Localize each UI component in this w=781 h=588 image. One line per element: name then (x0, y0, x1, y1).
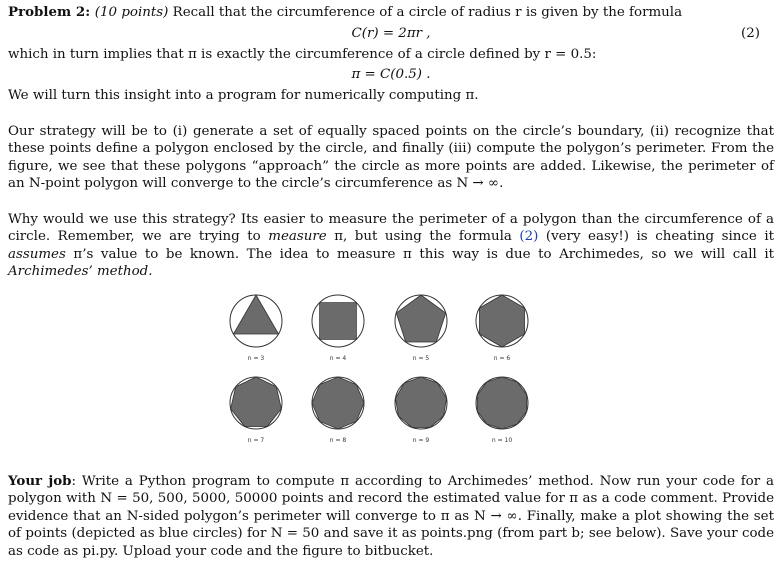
polygon-n3 (228, 293, 284, 349)
problem-title: Problem 2 (8, 4, 86, 20)
inscribed-polygon (312, 377, 364, 429)
polygon-label: n = 9 (412, 436, 430, 444)
polygon-n7 (228, 375, 284, 431)
why-paragraph: Why would we use this strategy? Its easier to measure the perimeter of a polygon than the circumference of a circle. Remember, we are trying to measure π, but using the formula (2) (very easy!) is cheating since it assumes π’s value to be known. The idea to measure π this way is due to Archimedes, so we will call it Archimedes’ method. (8, 211, 774, 279)
polygon-label: n = 4 (329, 354, 347, 362)
job-heading: Your job (8, 472, 72, 489)
problem-points: (10 points) (94, 5, 169, 20)
polygon-n9 (393, 375, 449, 431)
equation-1-number: (2) (741, 25, 760, 41)
polygon-label: n = 7 (247, 436, 265, 444)
document-page (8, 4, 774, 560)
inscribed-polygon (320, 302, 357, 339)
polygon-figure (8, 291, 774, 461)
polygon-n5 (393, 293, 449, 349)
polygon-n10 (474, 375, 530, 431)
problem-intro-text: Recall that the circumference of a circle of radius r is given by the formula (172, 5, 683, 20)
polygon-label: n = 3 (247, 354, 265, 362)
polygon-label: n = 6 (493, 354, 511, 362)
polygon-n8 (310, 375, 366, 431)
implication-line: which in turn implies that π is exactly the circumference of a circle defined by r = 0.5: (8, 46, 597, 62)
polygon-label: n = 5 (412, 354, 430, 362)
insight-line: We will turn this insight into a program for numerically computing π. (8, 88, 479, 103)
strategy-paragraph: Our strategy will be to (i) generate a set of equally spaced points on the circle’s boundary, (ii) recognize that these points define a polygon enclosed by the circle, and finally (iii) compute the polygon’s perimeter. From the figure, we see that these polygons “approach” the circle as more points are added. Likewise, the perimeter of an N-point polygon will converge to the circle’s circumference as N → ∞. (8, 123, 774, 191)
polygon-n6 (474, 293, 530, 349)
problem-intro: Problem 2: (10 points) Recall that the circumference of a circle of radius r is given by the formula (8, 4, 683, 20)
job-paragraph (8, 473, 774, 561)
polygon-label: n = 8 (329, 436, 347, 444)
equation-1 (8, 22, 774, 46)
inscribed-polygon (477, 377, 526, 429)
polygon-n4 (310, 293, 366, 349)
equation-1-text: C(r) = 2πr , (351, 25, 431, 41)
polygon-label: n = 10 (491, 436, 513, 444)
equation-2-text: π = C(0.5) . (351, 67, 431, 82)
inscribed-polygon (395, 377, 446, 427)
equation-2 (8, 63, 774, 87)
equation-ref-link[interactable]: (2) (519, 229, 539, 244)
job-text: : Write a Python program to compute π according to Archimedes’ method. Now run your code for a polygon with N = 50, 500, 5000, 50000 points and record the estimated value for π as a code comment. Provide evidence that an N-sided polygon’s perimeter will converge to π as N → ∞. Finally, make a plot showing the set of points (depicted as blue circles) for N = 50 and save it as points.png (from part b; see below). Save your code as code as pi.py. Upload your code and the figure to bitbucket. (8, 473, 774, 559)
